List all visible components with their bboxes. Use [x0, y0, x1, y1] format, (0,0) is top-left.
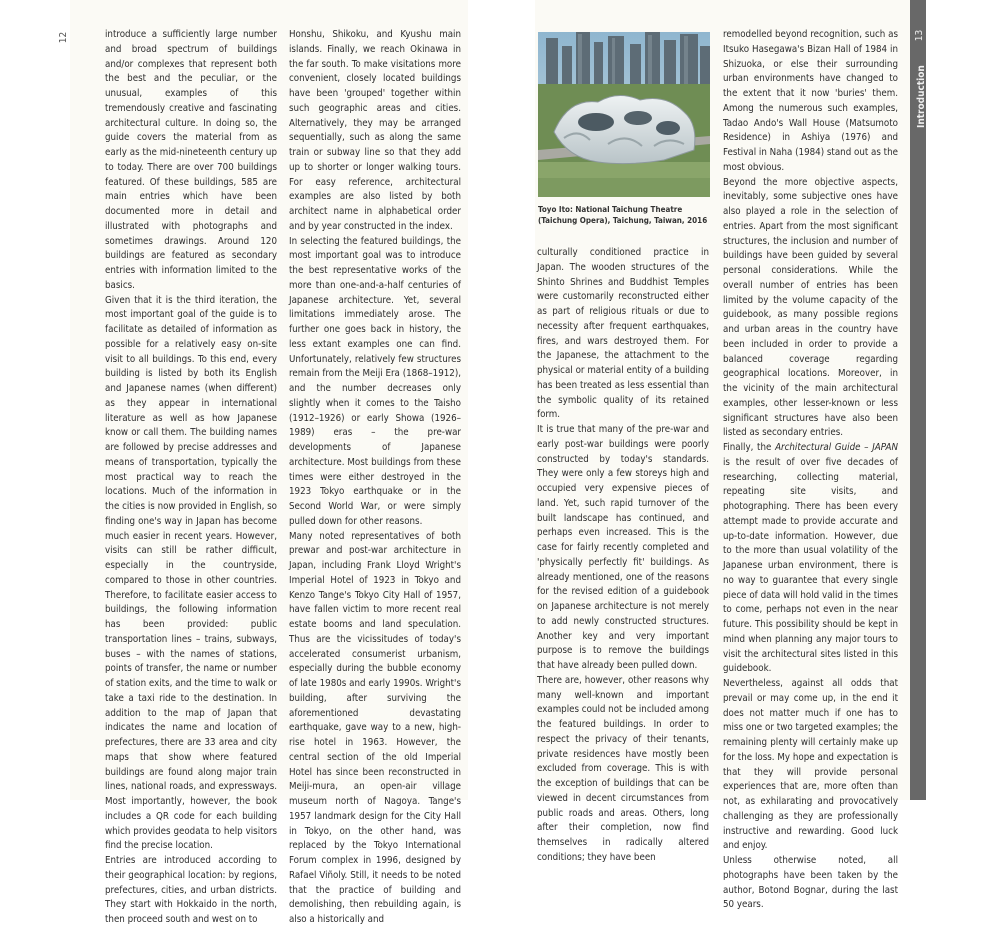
- left-page-column-1: [105, 28, 277, 928]
- page-number-left: 12: [58, 31, 70, 44]
- theatre-photo-image: [538, 32, 710, 197]
- paragraph: introduce a sufficiently large number and broad spectrum of buildings and/or complexes that represent both the best and the peculiar, or the unusual, examples of this tremendously creative and fascinating architectural culture. In doing so, the guide covers the material from as early as the mid-nineteenth century up to today. There are over 700 buildings featured. Of these buildings, 585 are main entries which have been documented more in detail and illustrated with photographs and sometimes drawings. Around 120 buildings are featured as secondary entries with information limited to the basics.: [105, 29, 277, 291]
- theatre-photo: [538, 32, 710, 197]
- page-number-right: 13: [914, 29, 926, 42]
- paragraph: Unless otherwise noted, all photographs have been taken by the author, Botond Bognar, during the last 50 years.: [723, 855, 898, 911]
- right-page-column-1: [537, 246, 709, 866]
- text-run: Finally, the: [723, 442, 776, 453]
- photo-caption: [538, 204, 710, 226]
- caption-line: (Taichung Opera), Taichung, Taiwan, 2016: [538, 216, 708, 225]
- paragraph: Honshu, Shikoku, and Kyushu main islands. Finally, we reach Okinawa in the far south. To make visitations more convenient, closely located buildings have been 'grouped' together within such geographic areas and cities. Alternatively, they may be arranged sequentially, such as along the same train or subway line so that they add up to shorter or longer walking tours. For easy reference, architectural examples are also listed by both architect name in alphabetical order and by year constructed in the index.: [289, 29, 461, 232]
- paragraph: There are, however, other reasons why many well-known and important examples could not be included among the featured buildings. In order to respect the privacy of their tenants, private residences have mostly been excluded from coverage. This is with the exception of buildings that can be viewed in decent circumstances from public roads and areas. Others, long after their completion, now find themselves in radically altered conditions; they have been: [537, 674, 709, 863]
- left-page-column-2: [289, 28, 461, 928]
- paragraph: remodelled beyond recognition, such as Itsuko Hasegawa's Bizan Hall of 1984 in Shizuoka, or else their surrounding urban environments have changed to the extent that it now 'buries' them. Among the numerous such examples, Tadao Ando's Wall House (Matsumoto Residence) in Ashiya (1976) and Festival in Naha (1984) stand out as the most obvious.: [723, 29, 898, 173]
- paragraph: Many noted representatives of both prewar and post-war architecture in Japan, including Frank Lloyd Wright's Imperial Hotel of 1923 in Tokyo and Kenzo Tange's Tokyo City Hall of 1957, have fallen victim to more recent real estate booms and land speculation. Thus are the vicissitudes of today's accelerated consumerist urbanism, especially during the bubble economy of late 1980s and early 1990s. Wright's building, after surviving the aforementioned devastating earthquake, gave way to a new, high-rise hotel in 1963. However, the central section of the old Imperial Hotel has since been reconstructed in Meiji-mura, an open-air village museum north of Nagoya. Tange's 1957 landmark design for the City Hall in Tokyo, on the other hand, was replaced by the Tokyo International Forum complex in 1996, designed by Rafael Viñoly. Still, it needs to be noted that the practice of building and demolishing, then rebuilding again, is also a historically and: [289, 530, 461, 925]
- right-page-column-2: [723, 28, 898, 913]
- book-title: Architectural Guide – JAPAN: [775, 442, 899, 453]
- paragraph: Nevertheless, against all odds that prevail or may come up, in the end it does not matter much if one has to miss one or two targeted examples; the remaining plenty will certainly make up for the loss. My hope and expectation is that they will provide personal experiences that are, more often than not, as exhilarating and provocatively challenging as they are professionally instructive and rewarding. Good luck and enjoy.: [723, 678, 898, 852]
- text-run: is the result of over five decades of researching, collecting material, repeating site visits, and photographing. There has been every attempt made to provide accurate and up-to-date information. However, due to the more than usual volatility of the Japanese urban environment, there is no way to guarantee that every single piece of data will hold valid in the times to come, perhaps not even in the near future. This possibility should be kept in mind when planning any major tours to visit the architectural sites listed in this guidebook.: [723, 456, 898, 675]
- paragraph: culturally conditioned practice in Japan. The wooden structures of the Shinto Shrines and Buddhist Temples were customarily reconstructed either as part of religious rituals or due to necessity after frequent earthquakes, fires, and wars destroyed them. For the Japanese, the attachment to the physical or material entity of a building has been treated as less essential than the symbolic quality of its retained form.: [537, 247, 709, 421]
- paragraph: In selecting the featured buildings, the most important goal was to introduce the best representative works of the more than one-and-a-half centuries of Japanese architecture. Yet, several limitations immediately arose. The further one goes back in history, the less extant examples one can find. Unfortunately, relatively few structures remain from the Meiji Era (1868–1912), and the number decreases only slightly when it comes to the Taisho (1912–1926) or early Showa (1926–1989) eras – the pre-war developments of Japanese architecture. Most buildings from these times were either destroyed in the 1923 Tokyo earthquake or in the Second World War, or were simply pulled down for other reasons.: [289, 235, 461, 527]
- left-page: [70, 0, 468, 925]
- section-label: Introduction: [916, 65, 927, 128]
- paragraph: [723, 441, 898, 677]
- paragraph: Given that it is the third iteration, the most important goal of the guide is to facilitate as detailed of information as possible for a relatively easy on-site visit to all buildings. To this end, every building is listed by both its English and Japanese names (when different) as they appear in international literature as well as how Japanese know or call them. The building names are followed by precise addresses and means of transportation, typically the most practical way to reach the locations. Much of the information in the cities is now provided in English, so finding one's way in Japan has become much easier in recent years. However, visits can still be rather difficult, especially in the countryside, compared to those in other countries. Therefore, to facilitate easier access to buildings, the following information has been provided: public transportation lines – trains, subways, buses – with the names of stations, points of transfer, the name or number of station exits, and the time to walk or take a taxi ride to the destination. In addition to the map of Japan that indicates the name and location of prefectures, there are 33 area and city maps that show where featured buildings are found along major train lines, national roads, and expressways. Most importantly, however, the book includes a QR code for each building which provides geodata to help visitors find the precise location.: [105, 294, 278, 852]
- paragraph: Entries are introduced according to their geographical location: by regions, prefectures, cities, and urban districts. They start with Hokkaido in the north, then proceed south and west on to: [105, 855, 277, 925]
- paragraph: It is true that many of the pre-war and early post-war buildings were poorly constructed by today's standards. They were only a few storeys high and occupied very expensive pieces of land. Yet, such rapid turnover of the built landscape has continued, and perhaps even increased. This is the case for fairly recently completed and 'physically perfectly fit' buildings. As already mentioned, one of the reasons for the revised edition of a guidebook on Japanese architecture is not merely to add newly constructed structures. Another key and very important purpose is to remove the buildings that have already been pulled down.: [537, 424, 709, 671]
- paragraph: Beyond the more objective aspects, inevitably, some subjective ones have also played a role in the selection of entries. Apart from the most significant structures, the inclusion and number of buildings have been guided by several personal considerations. While the overall number of entries has been limited by the volume capacity of the guidebook, as many possible regions and urban areas in the country have been included in order to provide a balanced coverage regarding geographical locations. Moreover, in the vicinity of the main architectural examples, other lesser-known or less significant structures have also been listed as secondary entries.: [723, 176, 898, 439]
- caption-line: Toyo Ito: National Taichung Theatre: [538, 205, 683, 214]
